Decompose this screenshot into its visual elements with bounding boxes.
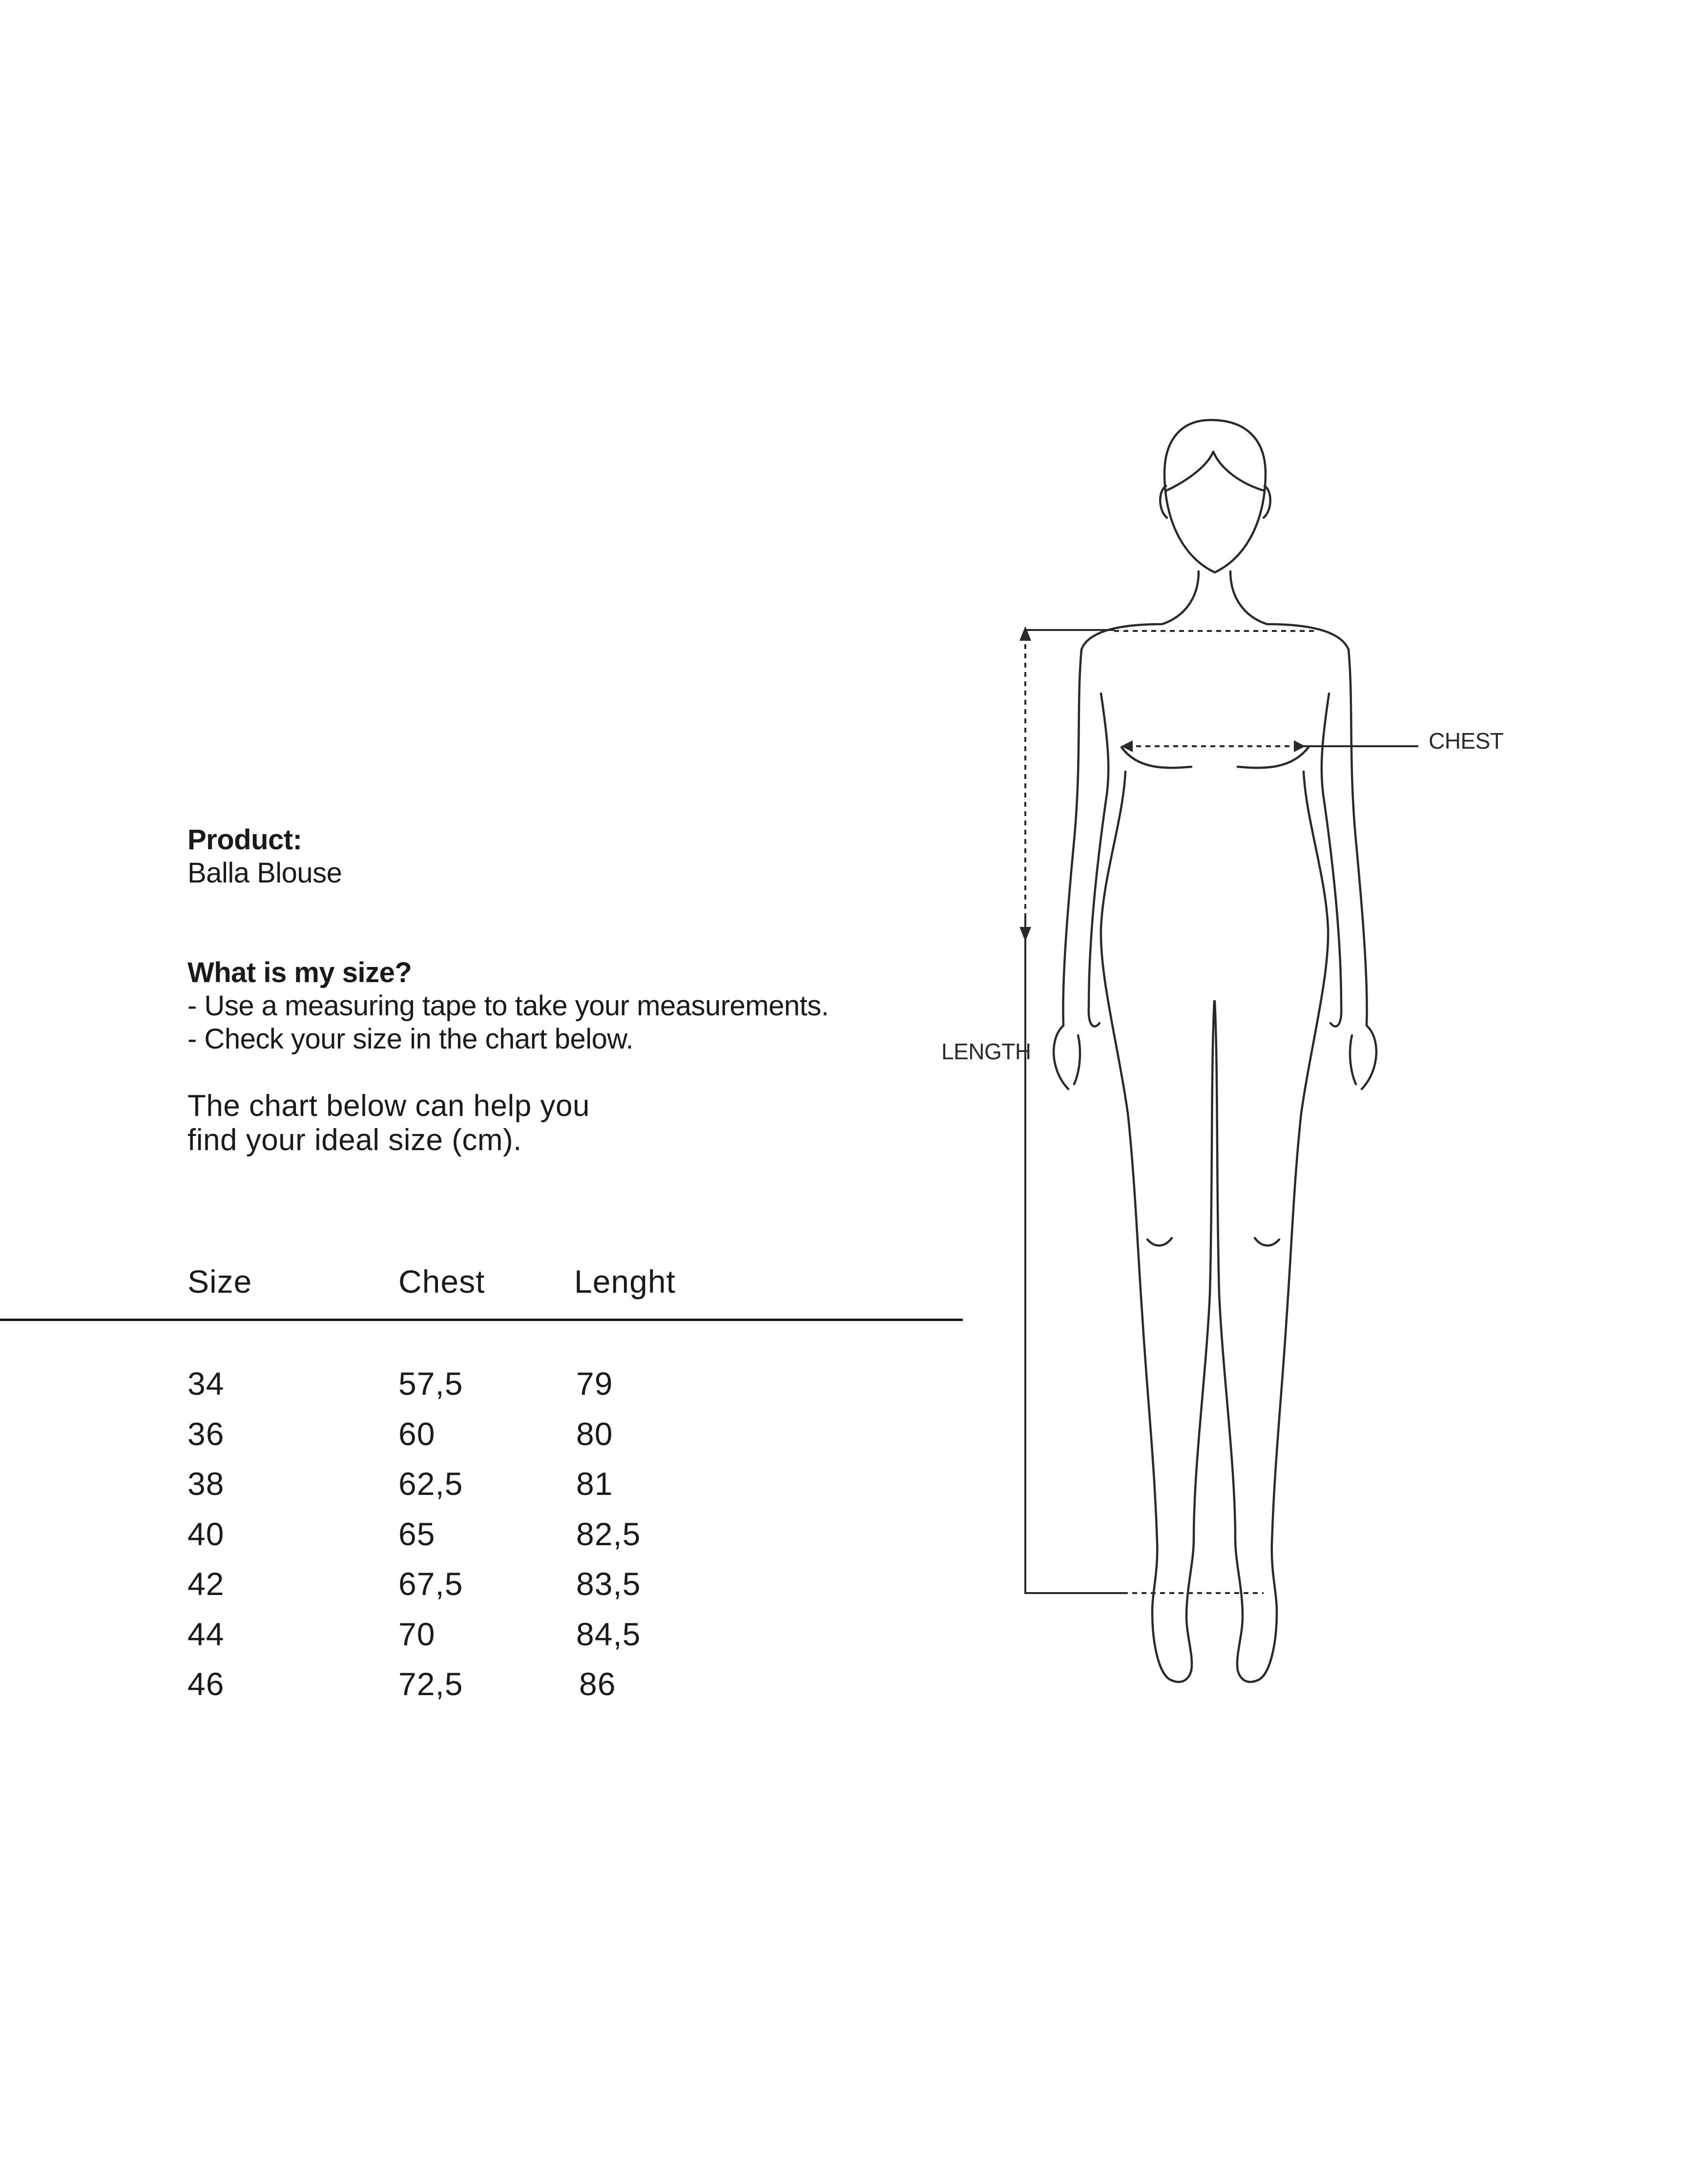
table-cell-length: 80 — [576, 1416, 613, 1452]
table-cell-chest: 62,5 — [398, 1466, 463, 1502]
table-cell-length: 79 — [576, 1365, 613, 1402]
chart-note-line-2: find your ideal size (cm). — [187, 1123, 522, 1157]
table-cell-length: 84,5 — [576, 1616, 641, 1652]
table-cell-size: 34 — [187, 1365, 225, 1402]
table-cell-chest: 72,5 — [398, 1666, 463, 1702]
product-heading: Product: — [187, 824, 302, 856]
body-outline-figure — [928, 410, 1562, 1707]
product-name: Balla Blouse — [187, 857, 342, 889]
table-header-size: Size — [187, 1263, 252, 1300]
table-header-length: Lenght — [574, 1263, 676, 1300]
table-cell-chest: 67,5 — [398, 1566, 463, 1602]
chest-label: CHEST — [1429, 728, 1504, 754]
length-label: LENGTH — [941, 1039, 1031, 1064]
table-cell-length: 81 — [576, 1466, 613, 1502]
table-cell-size: 40 — [187, 1516, 225, 1552]
table-cell-chest: 57,5 — [398, 1365, 463, 1402]
table-cell-length: 83,5 — [576, 1566, 641, 1602]
table-header-divider — [0, 1319, 963, 1321]
table-cell-size: 42 — [187, 1566, 225, 1602]
table-cell-size: 44 — [187, 1616, 225, 1652]
size-help-heading: What is my size? — [187, 957, 412, 988]
size-help-step-2: - Check your size in the chart below. — [187, 1023, 634, 1055]
table-cell-length: 86 — [579, 1666, 616, 1702]
table-cell-length: 82,5 — [576, 1516, 641, 1552]
table-cell-chest: 70 — [398, 1616, 436, 1652]
table-cell-size: 38 — [187, 1466, 225, 1502]
table-header-chest: Chest — [398, 1263, 485, 1300]
table-cell-chest: 60 — [398, 1416, 436, 1452]
size-help-section — [187, 956, 829, 1056]
product-section — [187, 823, 342, 890]
table-cell-size: 36 — [187, 1416, 225, 1452]
chart-note-line-1: The chart below can help you — [187, 1089, 590, 1123]
table-cell-chest: 65 — [398, 1516, 436, 1552]
chart-note-section — [187, 1089, 590, 1157]
size-help-step-1: - Use a measuring tape to take your measurements. — [187, 990, 829, 1022]
table-cell-size: 46 — [187, 1666, 225, 1702]
